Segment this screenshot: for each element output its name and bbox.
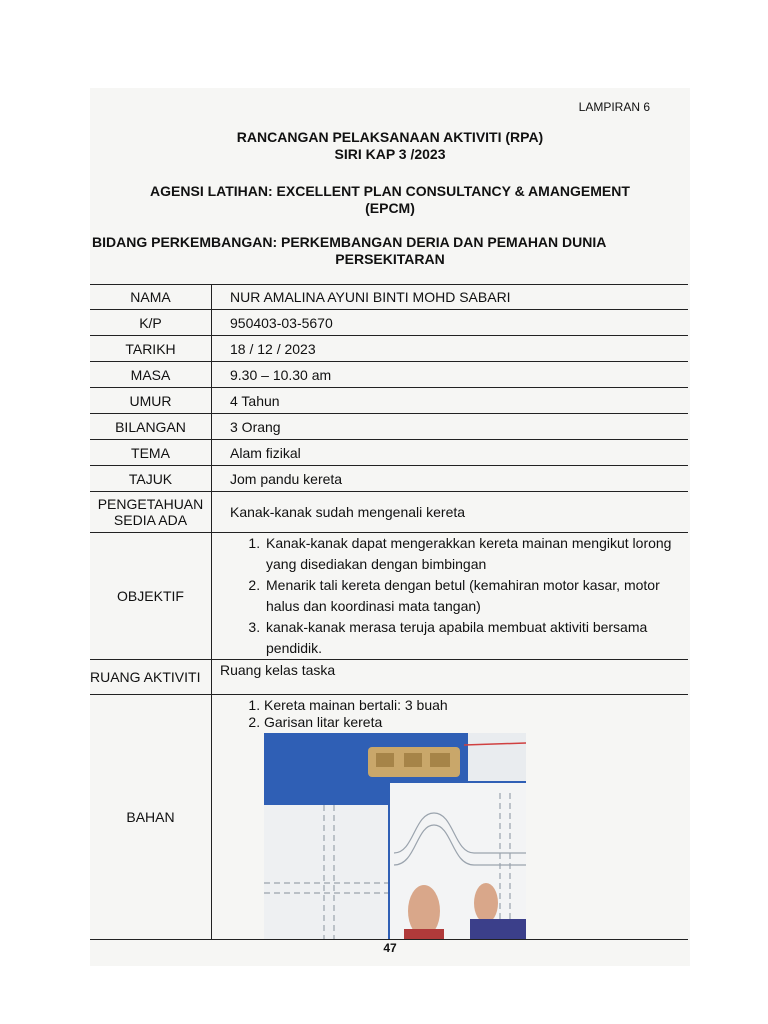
objektif-item: 3. kanak-kanak merasa teruja apabila membuat aktiviti bersama pendidik. xyxy=(264,617,688,659)
row-tema xyxy=(90,440,688,466)
row-kp xyxy=(90,310,688,336)
title-line-2: SIRI KAP 3 /2023 xyxy=(334,146,446,162)
page-number: 47 xyxy=(383,941,397,955)
bahan-item: 1. Kereta mainan bertali: 3 buah xyxy=(264,697,688,714)
label-pengetahuan-line-1: PENGETAHUAN xyxy=(97,496,204,512)
value-tajuk: Jom pandu kereta xyxy=(212,466,689,492)
label-bilangan: BILANGAN xyxy=(90,414,212,440)
label-masa: MASA xyxy=(90,362,212,388)
agensi-line-2: (EPCM) xyxy=(365,200,415,216)
label-pengetahuan xyxy=(90,492,212,533)
label-ruang: RUANG AKTIVITI xyxy=(90,660,212,695)
bidang-heading xyxy=(90,234,690,268)
agensi-heading xyxy=(90,183,690,217)
value-kp: 950403-03-5670 xyxy=(212,310,689,336)
row-bahan xyxy=(90,695,688,940)
row-objektif xyxy=(90,533,688,660)
row-umur xyxy=(90,388,688,414)
title-line-1: RANCANGAN PELAKSANAAN AKTIVITI (RPA) xyxy=(236,129,544,145)
activity-photo-illustration xyxy=(264,733,526,939)
agensi-line-1: AGENSI LATIHAN: EXCELLENT PLAN CONSULTANCY & AMANGEMENT xyxy=(150,183,630,199)
label-objektif: OBJEKTIF xyxy=(90,533,212,660)
row-ruang xyxy=(90,660,688,695)
label-tarikh: TARIKH xyxy=(90,336,212,362)
row-tajuk xyxy=(90,466,688,492)
lampiran-label: LAMPIRAN 6 xyxy=(578,100,650,114)
row-bilangan xyxy=(90,414,688,440)
value-objektif xyxy=(212,533,689,660)
value-pengetahuan: Kanak-kanak sudah mengenali kereta xyxy=(212,492,689,533)
bidang-line-2: PERSEKITARAN xyxy=(335,251,445,267)
objektif-item: 1. Kanak-kanak dapat mengerakkan kereta mainan mengikut lorong yang disediakan dengan bimbingan xyxy=(264,533,688,575)
label-pengetahuan-line-2: SEDIA ADA xyxy=(113,512,188,528)
document-page xyxy=(90,88,690,966)
bidang-line-1: BIDANG PERKEMBANGAN: PERKEMBANGAN DERIA DAN PEMAHAN DUNIA xyxy=(92,234,607,250)
bahan-list xyxy=(212,697,688,731)
objektif-list xyxy=(212,533,688,659)
rpa-table xyxy=(90,284,688,940)
value-bilangan: 3 Orang xyxy=(212,414,689,440)
activity-photo xyxy=(264,733,526,939)
label-bahan: BAHAN xyxy=(90,695,212,940)
value-bahan xyxy=(212,695,689,940)
bahan-item: 2. Garisan litar kereta xyxy=(264,714,688,731)
label-tema: TEMA xyxy=(90,440,212,466)
value-umur: 4 Tahun xyxy=(212,388,689,414)
label-nama: NAMA xyxy=(90,285,212,310)
objektif-item: 2. Menarik tali kereta dengan betul (kemahiran motor kasar, motor halus dan koordinasi mata tangan) xyxy=(264,575,688,617)
label-tajuk: TAJUK xyxy=(90,466,212,492)
value-tarikh: 18 / 12 / 2023 xyxy=(212,336,689,362)
value-tema: Alam fizikal xyxy=(212,440,689,466)
row-masa xyxy=(90,362,688,388)
document-title xyxy=(90,129,690,163)
row-tarikh xyxy=(90,336,688,362)
row-pengetahuan xyxy=(90,492,688,533)
value-nama: NUR AMALINA AYUNI BINTI MOHD SABARI xyxy=(212,285,689,310)
label-kp: K/P xyxy=(90,310,212,336)
row-nama xyxy=(90,285,688,310)
value-ruang: Ruang kelas taska xyxy=(212,660,689,695)
value-masa: 9.30 – 10.30 am xyxy=(212,362,689,388)
label-umur: UMUR xyxy=(90,388,212,414)
